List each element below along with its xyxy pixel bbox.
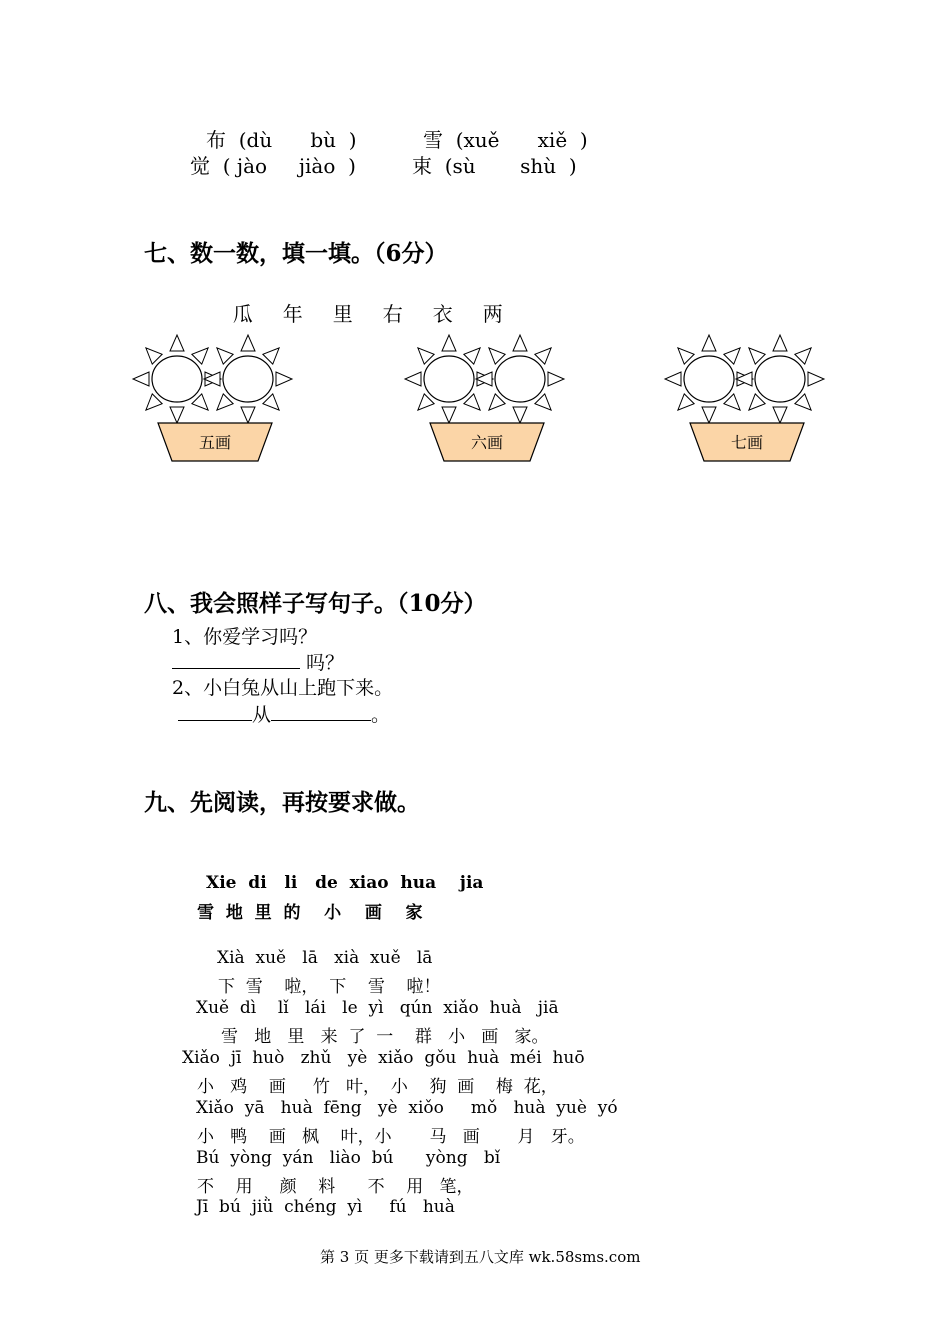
poem-line: 不 用 颜 料 不 用 笔， [197, 1177, 474, 1197]
petal-icon [133, 372, 149, 386]
petal-icon [773, 407, 787, 423]
flower-center[interactable] [424, 356, 474, 402]
answer-blank[interactable] [172, 650, 300, 669]
page-footer: 第 3 页 更多下载请到五八文库 wk.58sms.com [320, 1248, 641, 1266]
petal-icon [808, 372, 824, 386]
answer-blank[interactable] [271, 702, 371, 721]
pot-label: 六画 [470, 433, 504, 452]
pot-label: 五画 [198, 433, 232, 452]
example-sentence-2: 2、小白兔从山上跑下来。 [172, 677, 394, 699]
example-sentence-1: 1、你爱学习吗？ [172, 626, 318, 648]
poem-title-pinyin: Xie di li de xiao hua jia [206, 873, 484, 893]
poem-line-pinyin: Xuě dì lǐ lái le yì qún xiǎo huà jiā [196, 998, 559, 1018]
pinyin-pair-jue: 觉 ( jào jiào ) [190, 154, 356, 178]
petal-icon [513, 407, 527, 423]
answer-connector: 从 [252, 704, 272, 726]
poem-line: 小 鸭 画 枫 叶，小 马 画 月 牙。 [197, 1127, 585, 1147]
petal-icon [773, 335, 787, 351]
petal-icon [702, 407, 716, 423]
poem-line-pinyin: Bú yòng yán liào bú yòng bǐ [196, 1148, 501, 1168]
poem-line: 下 雪 啦， 下 雪 啦！ [218, 977, 441, 997]
poem-line-pinyin: Xiǎo jī huò zhǔ yè xiǎo gǒu huà méi huō [182, 1048, 585, 1068]
character-item: 衣 [432, 302, 453, 326]
pinyin-pair-xue: 雪 (xuě xiě ) [423, 128, 588, 152]
petal-icon [241, 407, 255, 423]
petal-icon [442, 407, 456, 423]
character-item: 瓜 [232, 302, 253, 326]
character-item: 里 [332, 302, 353, 326]
flower-center[interactable] [152, 356, 202, 402]
poem-line-pinyin: Xiǎo yā huà fēng yè xiǒo mǒ huà yuè yó [196, 1098, 618, 1118]
flower-center[interactable] [684, 356, 734, 402]
petal-icon [442, 335, 456, 351]
answer-line-1 [172, 648, 344, 675]
character-list [220, 274, 533, 327]
answer-suffix: 吗？ [306, 652, 345, 674]
poem-title: 雪 地 里 的 小 画 家 [197, 903, 423, 923]
petal-icon [548, 372, 564, 386]
answer-end: 。 [371, 704, 391, 726]
pinyin-pair-shu: 束 (sù shù ) [412, 154, 577, 178]
flower-pot [115, 330, 315, 470]
flower-pot [647, 330, 847, 470]
section7-heading: 七、数一数，填一填。（6分） [144, 240, 448, 267]
petal-icon [665, 372, 681, 386]
flower-pot [387, 330, 587, 470]
poem-line: 雪 地 里 来 了 一 群 小 画 家。 [221, 1027, 549, 1047]
petal-icon [702, 335, 716, 351]
answer-blank[interactable] [178, 702, 252, 721]
flower-center[interactable] [223, 356, 273, 402]
petal-icon [405, 372, 421, 386]
poem-line-pinyin: Jī bú jiǜ chéng yì fú huà [196, 1197, 455, 1217]
character-item: 右 [382, 302, 403, 326]
section9-heading: 九、先阅读，再按要求做。 [144, 789, 420, 816]
petal-icon [241, 335, 255, 351]
flower-center[interactable] [495, 356, 545, 402]
character-item: 两 [482, 302, 503, 326]
flower-center[interactable] [755, 356, 805, 402]
petal-icon [276, 372, 292, 386]
pot-label: 七画 [730, 433, 764, 452]
poem-line: 小 鸡 画 竹 叶， 小 狗 画 梅 花， [197, 1077, 558, 1097]
section8-heading: 八、我会照样子写句子。（10分） [144, 590, 487, 617]
answer-line-2 [178, 700, 390, 727]
petal-icon [170, 335, 184, 351]
poem-line-pinyin: Xià xuě lā xià xuě lā [217, 948, 433, 968]
petal-icon [513, 335, 527, 351]
pinyin-pair-bu: 布 (dù bù ) [206, 128, 357, 152]
petal-icon [170, 407, 184, 423]
character-item: 年 [282, 302, 303, 326]
